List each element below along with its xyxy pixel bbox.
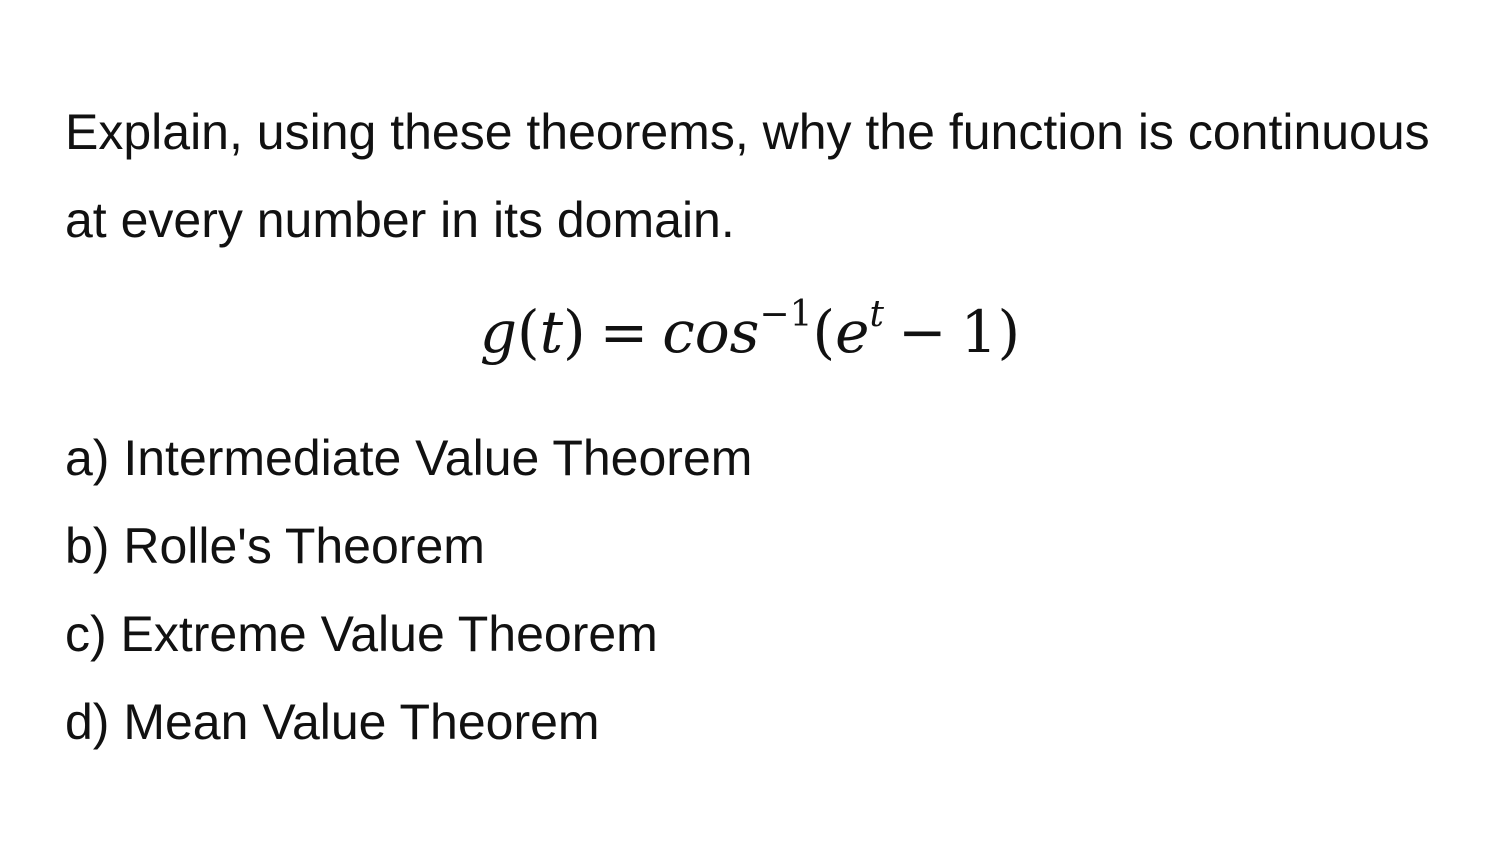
formula-constant: 1 [960, 298, 998, 366]
formula-arg-paren-close: ) [997, 298, 1021, 366]
option-c: c) Extreme Value Theorem [65, 606, 658, 662]
formula-exp-base: e [835, 298, 870, 366]
formula-function-name: g [479, 298, 518, 366]
formula-inverse-exponent: −1 [759, 294, 813, 335]
function-formula [0, 292, 1500, 372]
formula-arg-paren-open: ( [812, 298, 836, 366]
option-b: b) Rolle's Theorem [65, 518, 485, 574]
formula-paren-open: ( [517, 298, 540, 366]
formula-paren-close: ) [563, 298, 586, 366]
question-text: Explain, using these theorems, why the function is continuous at every number in its domain. [65, 104, 1430, 248]
formula-minus: − [897, 298, 947, 366]
option-d: d) Mean Value Theorem [65, 694, 600, 750]
option-a: a) Intermediate Value Theorem [65, 430, 753, 486]
answer-options [65, 414, 752, 766]
formula-variable: t [539, 298, 563, 366]
formula-cos: cos [662, 298, 760, 366]
formula-equals: = [599, 298, 649, 366]
formula-exp-power: t [869, 294, 884, 335]
